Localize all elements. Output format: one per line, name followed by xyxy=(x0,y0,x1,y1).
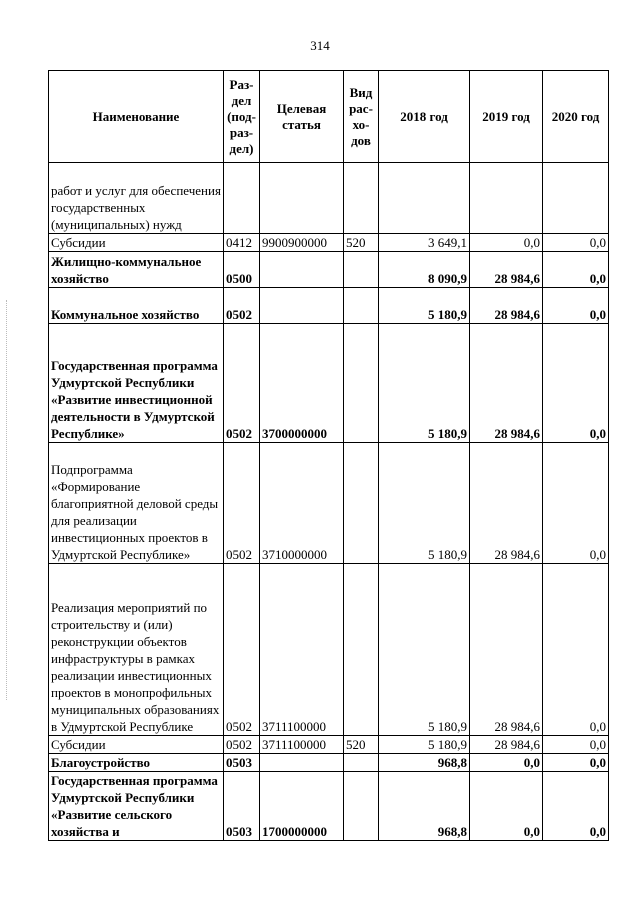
row-section: 0502 xyxy=(224,443,260,564)
row-expense-type xyxy=(344,252,379,288)
row-expense-type xyxy=(344,163,379,234)
row-expense-type: 520 xyxy=(344,736,379,754)
row-section: 0502 xyxy=(224,324,260,443)
row-expense-type xyxy=(344,288,379,324)
row-expense-type xyxy=(344,772,379,841)
row-2020: 0,0 xyxy=(543,288,609,324)
table-row xyxy=(49,564,609,736)
row-2019: 28 984,6 xyxy=(470,288,543,324)
row-2018: 5 180,9 xyxy=(379,564,470,736)
row-2019: 28 984,6 xyxy=(470,443,543,564)
row-section: 0502 xyxy=(224,288,260,324)
table-row xyxy=(49,736,609,754)
row-name: Подпрограмма «Формирование благоприятной деловой среды для реализации инвестиционных проектов в Удмуртской Республике» xyxy=(49,443,224,564)
row-section: 0500 xyxy=(224,252,260,288)
row-2020 xyxy=(543,163,609,234)
row-2018: 8 090,9 xyxy=(379,252,470,288)
row-article: 9900900000 xyxy=(260,234,344,252)
row-section xyxy=(224,163,260,234)
row-2018: 3 649,1 xyxy=(379,234,470,252)
row-name: Государственная программа Удмуртской Республики «Развитие инвестиционной деятельности в Удмуртской Республике» xyxy=(49,324,224,443)
row-2019: 0,0 xyxy=(470,754,543,772)
scan-edge-marks xyxy=(6,300,9,700)
header-expense-type: Вид рас- хо- дов xyxy=(344,71,379,163)
header-section: Раз- дел (под- раз- дел) xyxy=(224,71,260,163)
header-article: Целевая статья xyxy=(260,71,344,163)
row-article: 3711100000 xyxy=(260,736,344,754)
table-row xyxy=(49,443,609,564)
table-row xyxy=(49,324,609,443)
row-2020: 0,0 xyxy=(543,443,609,564)
header-2019: 2019 год xyxy=(470,71,543,163)
row-section: 0503 xyxy=(224,754,260,772)
header-name: Наименование xyxy=(49,71,224,163)
row-article xyxy=(260,163,344,234)
row-article xyxy=(260,754,344,772)
row-expense-type xyxy=(344,324,379,443)
table-row xyxy=(49,288,609,324)
row-2020: 0,0 xyxy=(543,234,609,252)
row-name: Реализация мероприятий по строительству и (или) реконструкции объектов инфраструктуры в рамках реализации инвестиционных проектов в монопрофильных муниципальных образованиях в Удмуртской Республике xyxy=(49,564,224,736)
row-2019: 0,0 xyxy=(470,772,543,841)
row-2018: 968,8 xyxy=(379,754,470,772)
row-2018: 5 180,9 xyxy=(379,736,470,754)
row-article: 3711100000 xyxy=(260,564,344,736)
row-name: Субсидии xyxy=(49,736,224,754)
row-expense-type xyxy=(344,564,379,736)
table-header-row xyxy=(49,71,609,163)
header-2018: 2018 год xyxy=(379,71,470,163)
row-2018: 5 180,9 xyxy=(379,443,470,564)
row-expense-type: 520 xyxy=(344,234,379,252)
row-2019 xyxy=(470,163,543,234)
row-2019: 0,0 xyxy=(470,234,543,252)
row-2019: 28 984,6 xyxy=(470,564,543,736)
table-row xyxy=(49,163,609,234)
row-name: работ и услуг для обеспечения государственных (муниципальных) нужд xyxy=(49,163,224,234)
row-section: 0502 xyxy=(224,564,260,736)
row-2020: 0,0 xyxy=(543,252,609,288)
row-expense-type xyxy=(344,443,379,564)
table-row xyxy=(49,772,609,841)
row-name: Государственная программа Удмуртской Республики «Развитие сельского хозяйства и xyxy=(49,772,224,841)
row-article: 3710000000 xyxy=(260,443,344,564)
row-2019: 28 984,6 xyxy=(470,324,543,443)
row-name: Благоустройство xyxy=(49,754,224,772)
row-article xyxy=(260,288,344,324)
row-section: 0502 xyxy=(224,736,260,754)
row-section: 0412 xyxy=(224,234,260,252)
row-name: Коммунальное хозяйство xyxy=(49,288,224,324)
row-2018: 5 180,9 xyxy=(379,288,470,324)
page-number: 314 xyxy=(310,38,330,53)
row-article xyxy=(260,252,344,288)
row-expense-type xyxy=(344,754,379,772)
table-row xyxy=(49,252,609,288)
row-article: 3700000000 xyxy=(260,324,344,443)
row-name: Субсидии xyxy=(49,234,224,252)
row-2020: 0,0 xyxy=(543,754,609,772)
table-row xyxy=(49,754,609,772)
row-2019: 28 984,6 xyxy=(470,252,543,288)
row-2019: 28 984,6 xyxy=(470,736,543,754)
row-article: 1700000000 xyxy=(260,772,344,841)
budget-table xyxy=(48,70,609,841)
row-2020: 0,0 xyxy=(543,324,609,443)
table-row xyxy=(49,234,609,252)
row-name: Жилищно-коммунальное хозяйство xyxy=(49,252,224,288)
row-2020: 0,0 xyxy=(543,564,609,736)
header-2020: 2020 год xyxy=(543,71,609,163)
row-2020: 0,0 xyxy=(543,772,609,841)
row-2018: 968,8 xyxy=(379,772,470,841)
row-2020: 0,0 xyxy=(543,736,609,754)
row-2018 xyxy=(379,163,470,234)
row-2018: 5 180,9 xyxy=(379,324,470,443)
row-section: 0503 xyxy=(224,772,260,841)
